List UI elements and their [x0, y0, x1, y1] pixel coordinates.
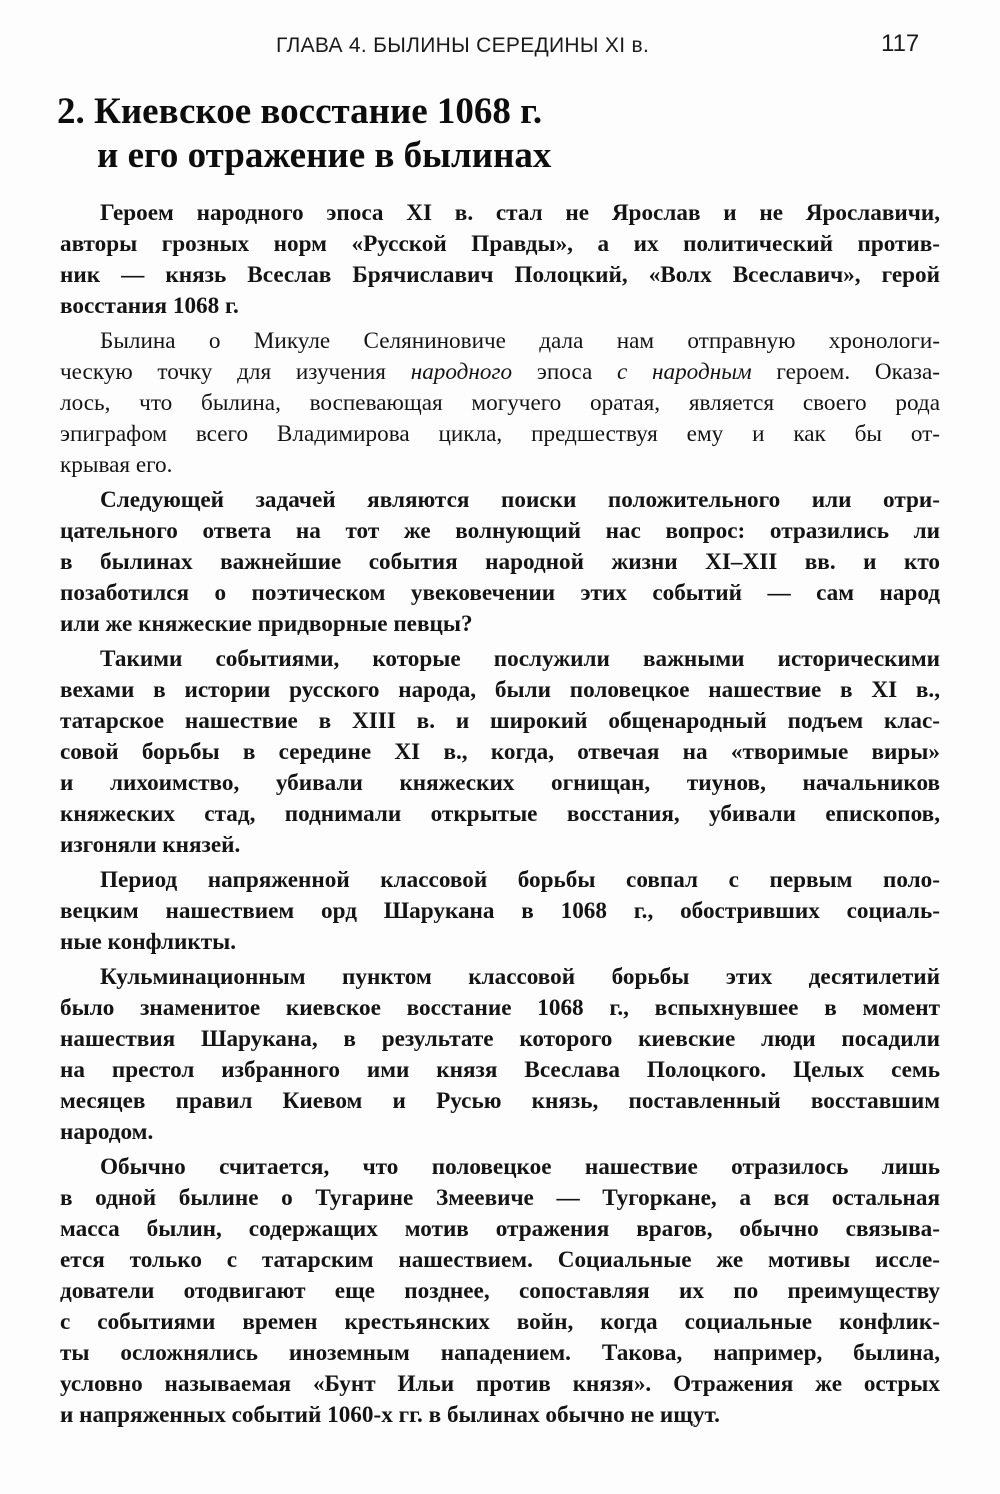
text-run: эпоса — [512, 359, 617, 385]
paragraph-2 — [60, 326, 940, 481]
section-title-line-1: 2. Киевское восстание 1068 г. — [57, 91, 543, 132]
paragraph-7 — [60, 1152, 940, 1431]
text-line: Обычно считается, что половецкое нашествие отразилось лишь — [100, 1154, 940, 1180]
text-line: Героем народного эпоса XI в. стал не Ярослав и не Ярославичи, — [100, 200, 940, 226]
text-line: изгоняли князей. — [60, 832, 241, 858]
text-line: Такими событиями, которые послужили важными историческими — [100, 646, 940, 672]
section-title-line-2: и его отражение в былинах — [97, 135, 552, 176]
text-line: лось, что былина, воспевающая могучего оратая, является своего рода — [60, 390, 940, 416]
page-number: 117 — [881, 30, 920, 57]
text-line: Кульминационным пунктом классовой борьбы этих десятилетий — [100, 964, 940, 990]
text-line: ник — князь Всеслав Брячиславич Полоцкий, «Волх Всеславич», герой — [60, 262, 940, 288]
text-line: вехами в истории русского народа, были половецкое нашествие в XI в., — [60, 677, 940, 703]
text-line: позаботился о поэтическом увековечении этих событий — сам народ — [60, 580, 940, 606]
text-line: было знаменитое киевское восстание 1068 г., вспыхнувшее в момент — [60, 995, 940, 1021]
text-line: нашествия Шарукана, в результате которого киевские люди посадили — [60, 1026, 940, 1052]
text-line: или же княжеские придворные певцы? — [60, 611, 473, 637]
text-line: с событиями времен крестьянских войн, когда социальные конфлик- — [60, 1309, 940, 1335]
emphasis-text: с народным — [616, 359, 752, 385]
text-run: ческую точку для изучения — [60, 359, 411, 385]
text-line: на престол избранного ими князя Всеслава Полоцкого. Целых семь — [60, 1057, 940, 1083]
body-text — [60, 198, 940, 1435]
text-run: героем. Оказа- — [751, 359, 940, 385]
text-line: условно называемая «Бунт Ильи против князя». Отражения же острых — [60, 1371, 940, 1397]
paragraph-3 — [60, 485, 940, 640]
text-line: Былина о Микуле Селяниновиче дала нам отправную хронологи- — [100, 328, 940, 354]
text-line: татарское нашествие в XIII в. и широкий общенародный подъем клас- — [60, 708, 940, 734]
text-line: в одной былине о Тугарине Змеевиче — Тугоркане, а вся остальная — [60, 1185, 940, 1211]
section-title — [57, 90, 551, 178]
text-line: совой борьбы в середине XI в., когда, отвечая на «творимые виры» — [60, 739, 940, 765]
text-line: ные конфликты. — [60, 929, 237, 955]
text-line — [60, 357, 940, 388]
paragraph-6 — [60, 962, 940, 1148]
text-line: цательного ответа на тот же волнующий нас вопрос: отразились ли — [60, 518, 940, 544]
paragraph-1 — [60, 198, 940, 322]
text-line: и напряженных событий 1060-х гг. в былинах обычно не ищут. — [60, 1402, 720, 1428]
text-line: в былинах важнейшие события народной жизни XI–XII вв. и кто — [60, 549, 940, 575]
text-line: Период напряженной классовой борьбы совпал с первым поло- — [100, 867, 940, 893]
text-line: ты осложнялись иноземным нападением. Такова, например, былина, — [60, 1340, 940, 1366]
text-line: вецким нашествием орд Шарукана в 1068 г., обостривших социаль- — [60, 898, 940, 924]
paragraph-4 — [60, 644, 940, 861]
text-line: народом. — [60, 1119, 154, 1145]
running-head: ГЛАВА 4. БЫЛИНЫ СЕРЕДИНЫ XI в. — [276, 34, 650, 57]
text-line: авторы грозных норм «Русской Правды», а их политический против- — [60, 231, 940, 257]
text-line: Следующей задачей являются поиски положительного или отри- — [100, 487, 940, 513]
text-line: месяцев правил Киевом и Русью князь, поставленный восставшим — [60, 1088, 940, 1114]
emphasis-text: народного — [410, 359, 513, 385]
text-line: крывая его. — [60, 452, 173, 478]
paragraph-5 — [60, 865, 940, 958]
text-line: масса былин, содержащих мотив отражения врагов, обычно связыва- — [60, 1216, 940, 1242]
text-line: княжеских стад, поднимали открытые восстания, убивали епископов, — [60, 801, 940, 827]
text-line: и лихоимство, убивали княжеских огнищан, тиунов, начальников — [60, 770, 940, 796]
text-line: восстания 1068 г. — [60, 293, 239, 319]
text-line: дователи отодвигают еще позднее, сопоставляя их по преимуществу — [60, 1278, 940, 1304]
text-line: эпиграфом всего Владимирова цикла, предшествуя ему и как бы от- — [60, 421, 940, 447]
text-line: ется только с татарским нашествием. Социальные же мотивы иссле- — [60, 1247, 940, 1273]
